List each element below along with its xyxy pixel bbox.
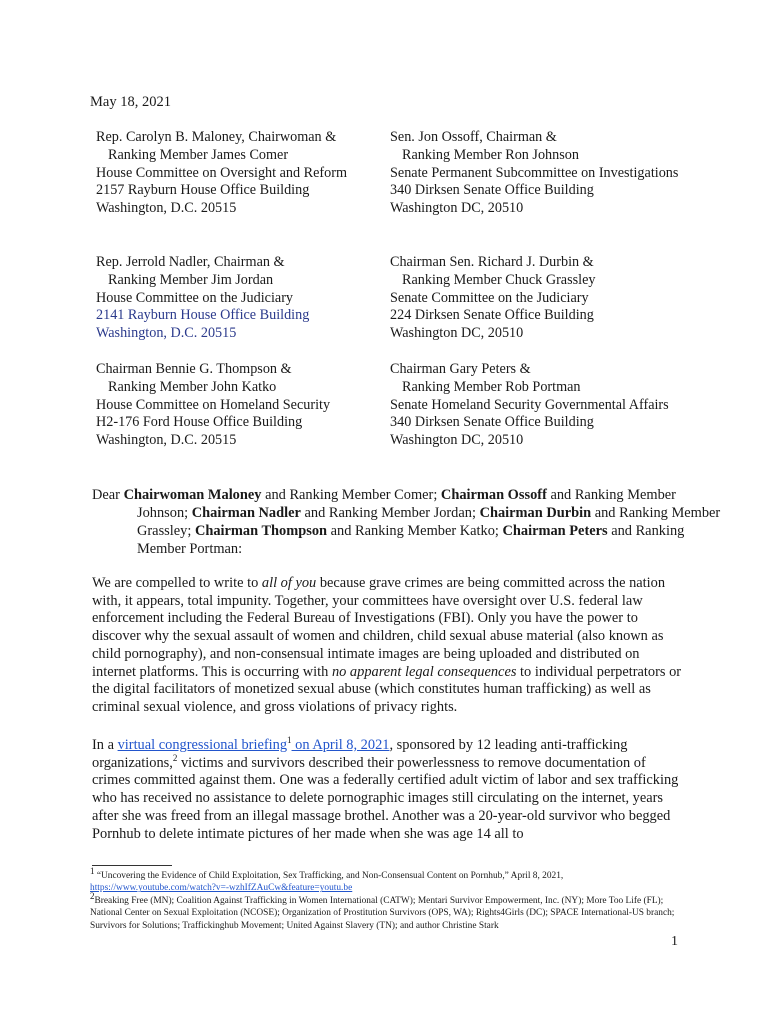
salutation-chair: Chairman Nadler [191,505,301,521]
briefing-link[interactable]: virtual congressional briefing [117,737,288,753]
body-paragraph-2 [92,737,682,843]
salutation-text: and Ranking Member Comer; [261,487,441,503]
salutation-text: Dear [92,487,124,503]
footnote-1 [90,865,690,895]
addressee-line: 2157 Rayburn House Office Building [96,182,310,199]
footnote-number: 2 [90,890,95,901]
salutation-chair: Chairman Durbin [479,505,592,521]
addressee-block-nadler [96,254,309,343]
salutation-text: and Ranking Member Johnson; [137,487,676,521]
addressee-line: Washington, D.C. 20515 [96,325,237,342]
salutation-chair: Chairman Ossoff [440,487,547,503]
addressee-line: Washington DC, 20510 [390,325,524,342]
addressee-line: Senate Permanent Subcommittee on Investigations [390,164,679,181]
addressee-block-peters [390,361,669,450]
body-paragraph-1 [92,575,682,717]
footnote-ref-1[interactable]: 1 [287,735,292,746]
addressee-block-thompson [96,361,330,450]
addressee-line: Chairman Sen. Richard J. Durbin & [390,254,594,270]
addressee-line: Chairman Gary Peters & [390,361,531,377]
addressee-line: Ranking Member John Katko [108,378,277,395]
addressee-line: Washington, D.C. 20515 [96,432,237,449]
addressee-line: Senate Homeland Security Governmental Affairs [390,396,669,413]
addressee-line: House Committee on Oversight and Reform [96,164,347,181]
addressee-line: 2141 Rayburn House Office Building [96,307,310,324]
paragraph-text: victims and survivors described their powerlessness to remove documentation of crimes committed against them. One was a federally certified adult victim of labor and sex trafficking who has received no assistance to delete pornographic images still circulating on the internet, years after she was freed from an illegal massage brothel. Another was a 20-year-old survivor who begged Pornhub to delete intimate pictures of her made when she was age 14 all to [92,754,679,842]
youtube-link[interactable]: https://www.youtube.com/watch?v=-wzhIfZAuCw&feature=youtu.be [90,883,353,894]
salutation-text: and Ranking Member Jordan; [300,505,480,521]
addressee-line: Rep. Jerrold Nadler, Chairman & [96,254,285,270]
paragraph-text: because grave crimes are being committed across the nation with, it appears, total impunity. Together, your committees have oversight over U.S. federal law enforcement including the Federal Bureau of Investigations (FBI). Only you have the power to discover why the sexual assault of women and children, child sexual abuse material (also known as child pornography), and non-consensual intimate images are being uploaded and distributed on internet platforms. This is occurring with [92,575,666,680]
salutation-text: and Ranking Member Portman: [137,523,685,557]
paragraph-emphasis: no apparent legal consequences [331,663,517,680]
addressee-block-maloney [96,129,347,218]
addressee-line: Ranking Member Rob Portman [402,378,581,395]
paragraph-text: We are compelled to write to [92,575,262,591]
footnote-text: “Uncovering the Evidence of Child Exploitation, Sex Trafficking, and Non-Consensual Content on Pornhub,” April 8, 2021, [94,871,564,881]
footnote-text: Breaking Free (MN); Coalition Against Trafficking in Women International (CATW); Mentari Survivor Empowerment, Inc. (NY); More Too Life (FL); National Center on Sexual Exploitation (NCOSE); Organization of Prostitution Survivors (OPS, WA); Rights4Girls (DC); SPACE International-US branch; Survivors for Solutions; Traffickinghub Movement; United Against Slavery (TN); and author Christine Stark [90,895,675,931]
addressee-line: Rep. Carolyn B. Maloney, Chairwoman & [96,129,337,145]
addressee-line: Senate Committee on the Judiciary [390,289,589,306]
addressee-line: House Committee on Homeland Security [96,396,331,413]
addressee-block-ossoff [390,129,678,218]
page-number: 1 [671,934,678,949]
footnotes [90,865,690,932]
addressee-line: H2-176 Ford House Office Building [96,414,303,431]
salutation-chair: Chairman Peters [502,523,608,539]
salutation-text: and Ranking Member Katko; [327,523,503,539]
addressee-line: Ranking Member Jim Jordan [108,271,274,288]
addressee-block-durbin [390,254,595,343]
paragraph-text: to individual perpetrators or the digital facilitators of monetized sexual abuse (which constitutes human trafficking) as well as criminal sexual violence, and gross violations of privacy rights. [92,663,682,715]
addressee-line: 340 Dirksen Senate Office Building [390,414,594,431]
addressee-line: Ranking Member Ron Johnson [402,146,579,163]
footnote-number: 1 [90,865,95,876]
paragraph-emphasis: all of you [261,575,317,591]
addressee-line: Ranking Member Chuck Grassley [402,271,596,288]
briefing-date-link[interactable]: on April 8, 2021 [291,737,390,753]
addressee-line: 224 Dirksen Senate Office Building [390,307,594,324]
addressee-line: Sen. Jon Ossoff, Chairman & [390,129,557,145]
addressee-line: Washington DC, 20510 [390,432,524,449]
paragraph-text: , sponsored by 12 leading anti-trafficking organizations, [92,737,628,771]
footnote-divider [92,865,172,866]
footnote-ref-2[interactable]: 2 [172,752,178,763]
salutation-chair: Chairwoman Maloney [123,487,262,503]
salutation-chair: Chairman Thompson [194,523,328,539]
addressee-line: House Committee on the Judiciary [96,289,294,306]
salutation [92,486,727,558]
addressee-line: Washington, D.C. 20515 [96,200,237,217]
addressee-line: Washington DC, 20510 [390,200,524,217]
letter-date: May 18, 2021 [90,94,171,110]
addressee-line: Ranking Member James Comer [108,146,289,163]
salutation-text: and Ranking Member Grassley; [137,505,721,539]
footnote-2 [90,890,690,932]
addressee-line: Chairman Bennie G. Thompson & [96,361,292,377]
paragraph-text: In a [92,737,118,753]
addressee-line: 340 Dirksen Senate Office Building [390,182,594,199]
